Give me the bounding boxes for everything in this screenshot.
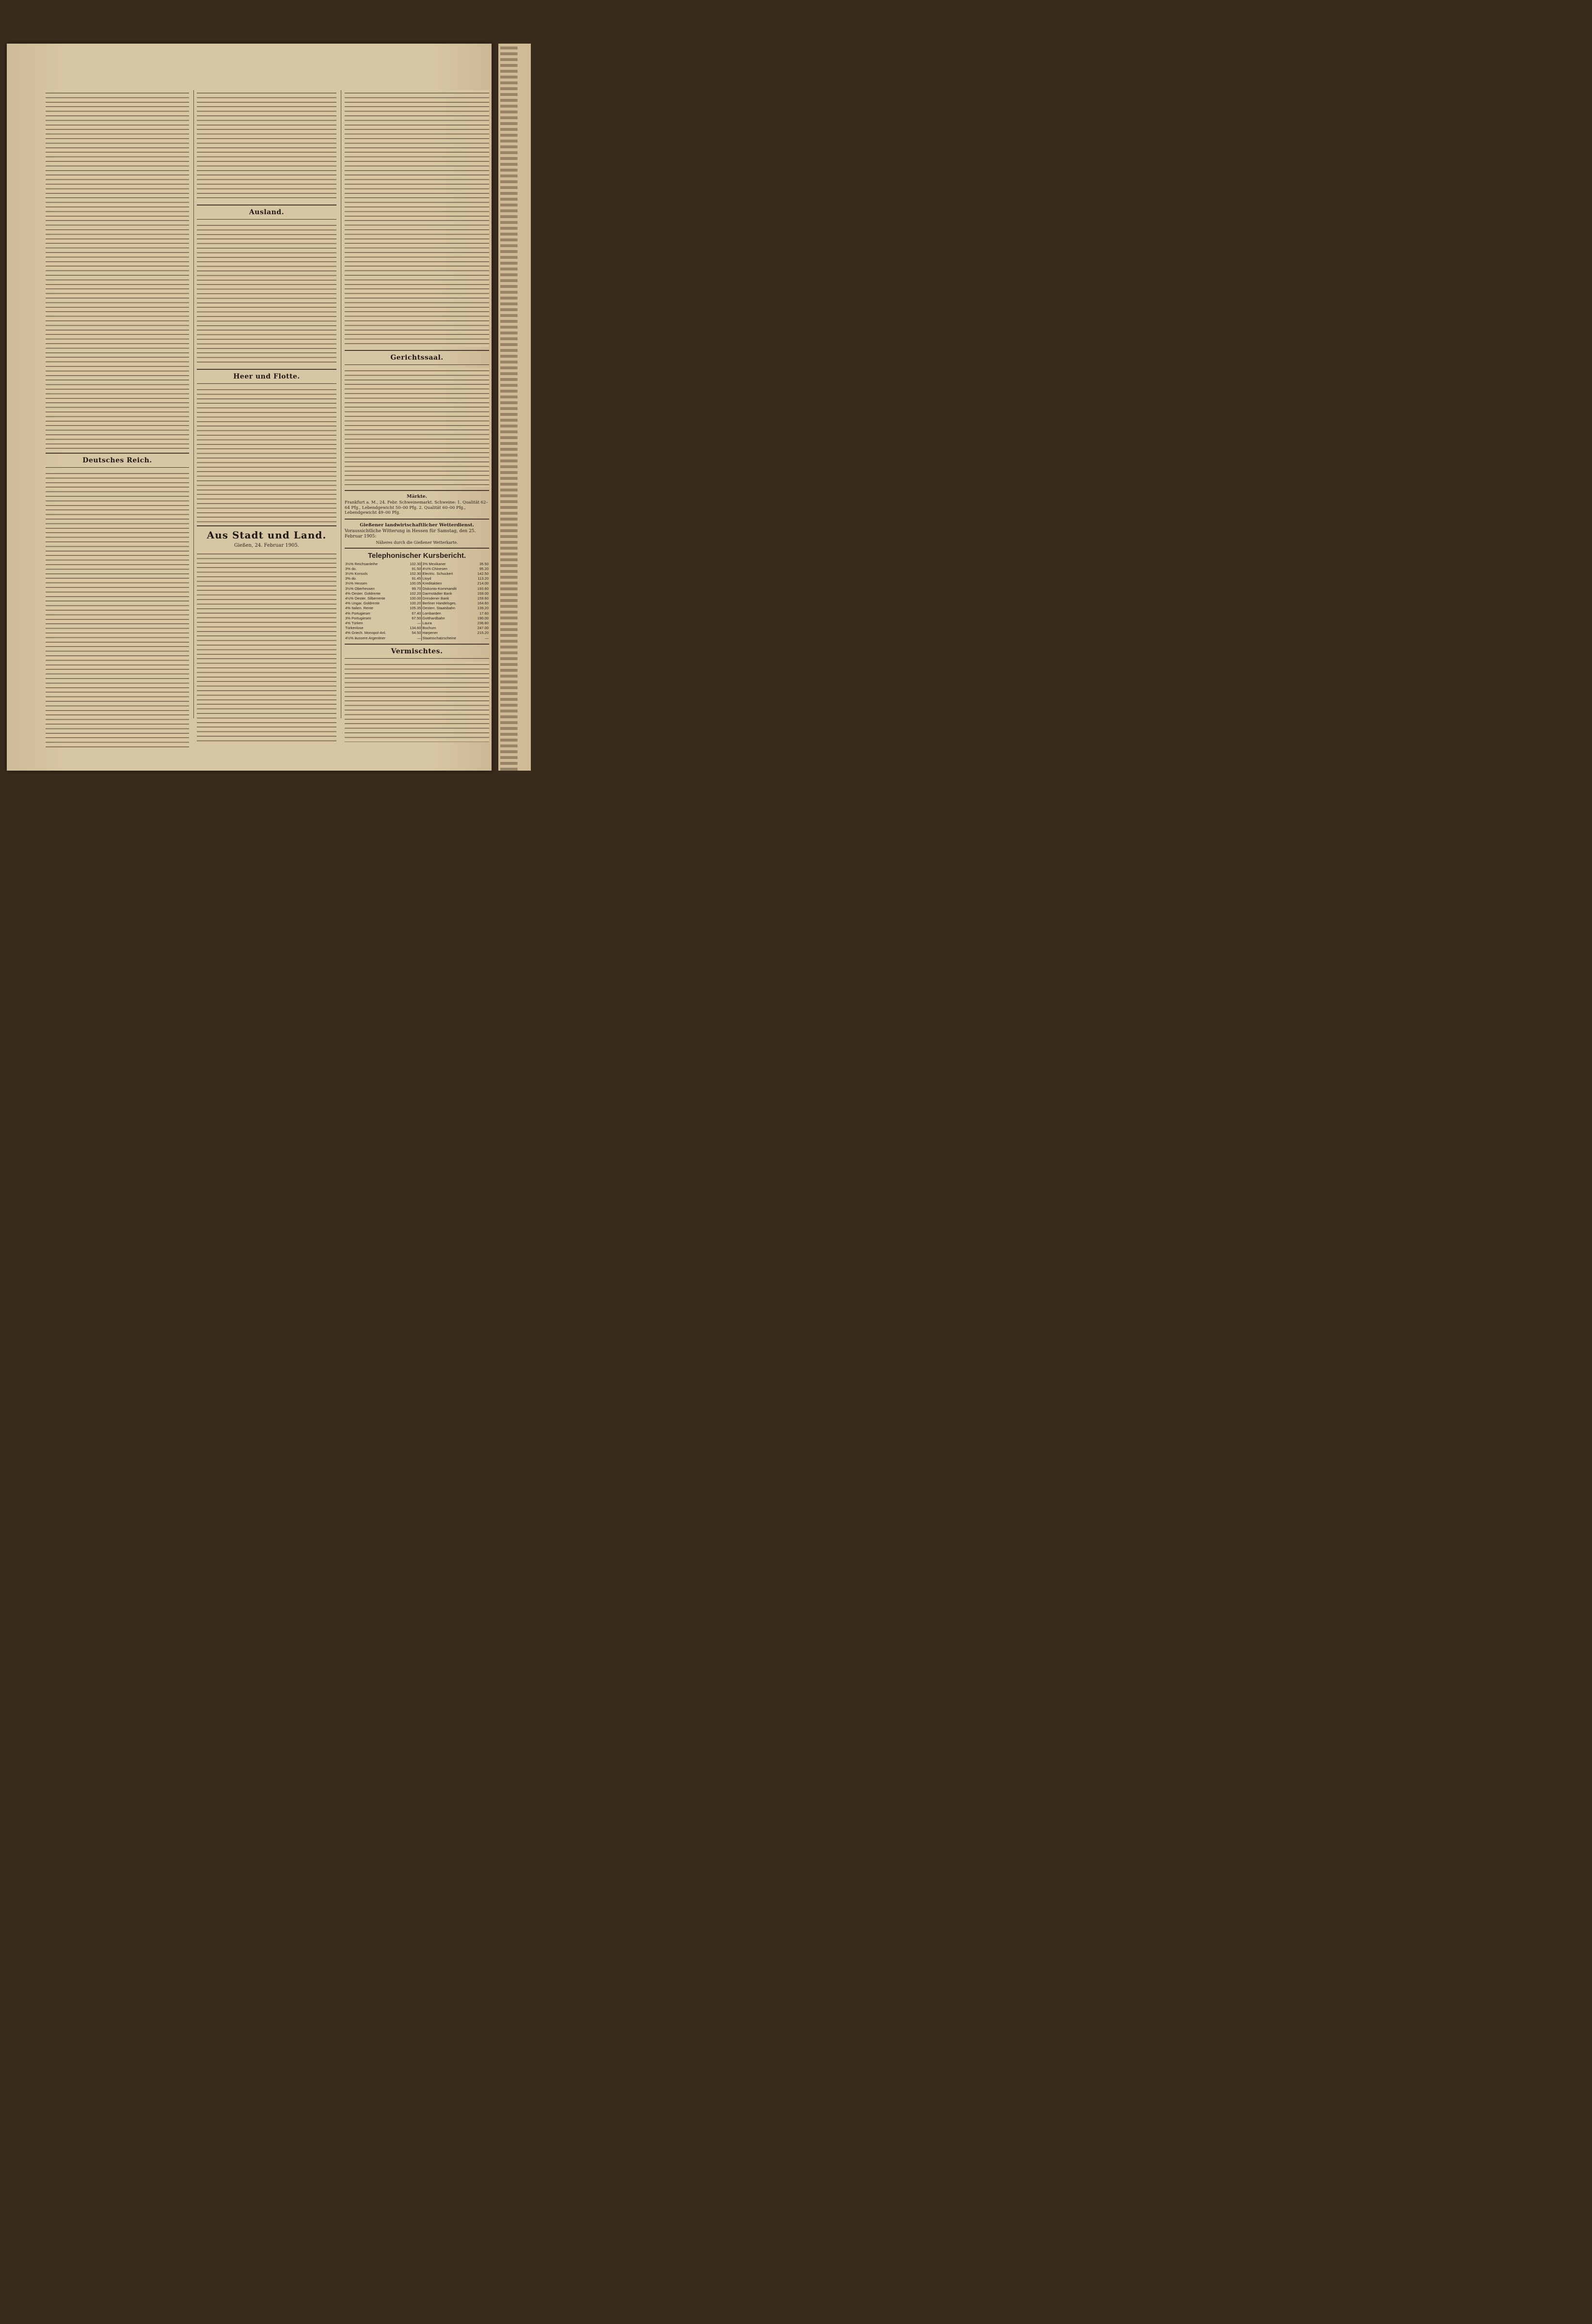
adjacent-text-line xyxy=(500,70,529,73)
kurs-row xyxy=(345,596,489,601)
kurs-name: 4½% äussere Argentiner xyxy=(345,635,386,640)
adjacent-text-line xyxy=(500,151,529,154)
kurs-name: 3½% Hessen xyxy=(345,581,367,586)
kurs-name: 4% Italien. Rente xyxy=(345,606,373,611)
adjacent-text-line xyxy=(500,366,529,369)
kurs-name: Berliner Handelsges. xyxy=(422,601,457,606)
kurs-value: 142.50 xyxy=(477,571,489,576)
section-rule xyxy=(345,364,489,365)
kurs-row xyxy=(345,631,489,635)
kurs-value: 139.20 xyxy=(477,606,489,611)
adjacent-text-line xyxy=(500,320,529,323)
adjacent-text-line xyxy=(500,268,529,270)
section-title-gericht: Gerichtssaal. xyxy=(390,354,444,362)
adjacent-text-line xyxy=(500,459,529,462)
kurs-value: 190.00 xyxy=(477,616,489,620)
adjacent-text-line xyxy=(500,273,529,276)
kurs-value: 67.50 xyxy=(404,616,421,621)
adjacent-text-line xyxy=(500,279,529,282)
adjacent-text-line xyxy=(500,407,529,410)
kurs-name: 4% Griech. Monopol-Anl. xyxy=(345,631,386,635)
adjacent-text-line xyxy=(500,471,529,474)
adjacent-text-line xyxy=(500,395,529,398)
adjacent-page-edge xyxy=(498,44,531,771)
adjacent-text-line xyxy=(500,425,529,427)
kurs-name: Gotthardbahn xyxy=(422,616,445,620)
adjacent-text-line xyxy=(500,686,529,689)
kurs-name: 3½% Oberhessen xyxy=(345,586,375,591)
adjacent-text-line xyxy=(500,419,529,422)
adjacent-text-line xyxy=(500,663,529,666)
kurs-value: 102.30 xyxy=(404,562,421,567)
kurs-name: 3% do. xyxy=(345,566,357,571)
body-text-block xyxy=(345,662,489,742)
adjacent-text-line xyxy=(500,221,529,224)
body-text-block xyxy=(46,471,189,748)
column-rule xyxy=(193,90,194,718)
adjacent-text-line xyxy=(500,262,529,265)
adjacent-text-line xyxy=(500,163,529,166)
adjacent-text-line xyxy=(500,506,529,509)
adjacent-text-line xyxy=(500,483,529,486)
adjacent-text-line xyxy=(500,523,529,526)
adjacent-text-line xyxy=(500,169,529,172)
section-rule xyxy=(197,205,336,206)
section-rule xyxy=(197,383,336,384)
weather-title: Gießener landwirtschaftlicher Wetterdienst. xyxy=(360,522,474,528)
kurs-name: 3% do. xyxy=(345,576,357,581)
kurs-row xyxy=(345,606,489,611)
adjacent-text-line xyxy=(500,145,529,148)
adjacent-text-line xyxy=(500,215,529,218)
adjacent-text-line xyxy=(500,698,529,701)
kurs-table xyxy=(345,562,489,641)
kurs-name: Bochum xyxy=(422,626,436,631)
adjacent-text-line xyxy=(500,494,529,497)
kurs-value: 35.50 xyxy=(479,561,489,566)
section-rule xyxy=(197,219,336,220)
kurs-title: Telephonischer Kursbericht. xyxy=(367,551,466,560)
adjacent-text-line xyxy=(500,768,529,771)
kurs-value: 100.20 xyxy=(404,601,421,606)
adjacent-text-line xyxy=(500,710,529,712)
kurs-value: 100.05 xyxy=(404,581,421,586)
body-text-block xyxy=(197,222,336,366)
weather-note: Näheres durch die Gießener Wetterkarte. xyxy=(376,540,458,545)
adjacent-text-line xyxy=(500,593,529,596)
adjacent-text-line xyxy=(500,640,529,643)
kurs-value: 105.35 xyxy=(404,606,421,611)
kurs-value: 193.60 xyxy=(477,586,489,591)
adjacent-text-line xyxy=(500,750,529,753)
body-text-block xyxy=(197,90,336,202)
body-text-block xyxy=(345,90,489,347)
section-rule xyxy=(345,658,489,659)
body-text-block xyxy=(345,368,489,487)
adjacent-text-line xyxy=(500,64,529,67)
adjacent-text-line xyxy=(500,297,529,300)
adjacent-text-line xyxy=(500,122,529,125)
body-text-block xyxy=(46,90,189,450)
kurs-value: 67.40 xyxy=(404,611,421,616)
kurs-row xyxy=(345,611,489,616)
adjacent-text-line xyxy=(500,564,529,567)
kurs-value: 102.30 xyxy=(404,571,421,576)
section-rule xyxy=(345,490,489,491)
adjacent-text-line xyxy=(500,529,529,532)
section-title-reich: Deutsches Reich. xyxy=(82,457,152,464)
kurs-value: 99.70 xyxy=(404,586,421,591)
adjacent-text-line xyxy=(500,634,529,637)
adjacent-text-line xyxy=(500,81,529,84)
kurs-value: 91.45 xyxy=(404,576,421,581)
kurs-value: — xyxy=(404,636,421,641)
kurs-name: Lombarden xyxy=(422,611,441,616)
adjacent-text-line xyxy=(500,378,529,381)
kurs-name: Lloyd xyxy=(422,576,431,581)
adjacent-text-line xyxy=(500,628,529,631)
kurs-value: 214.00 xyxy=(477,581,489,586)
kurs-name: 4% Ungar. Goldrente xyxy=(345,601,380,606)
adjacent-text-line xyxy=(500,343,529,346)
adjacent-text-line xyxy=(500,174,529,177)
adjacent-text-line xyxy=(500,105,529,108)
adjacent-text-line xyxy=(500,570,529,573)
kurs-row xyxy=(345,567,489,571)
section-rule xyxy=(197,525,336,526)
kurs-value: 95.20 xyxy=(479,566,489,571)
kurs-name: 3% Mexikaner xyxy=(422,561,446,566)
kurs-row xyxy=(345,621,489,626)
adjacent-text-line xyxy=(500,535,529,538)
section-title-ausland: Ausland. xyxy=(249,208,285,216)
adjacent-text-line xyxy=(500,128,529,131)
adjacent-text-line xyxy=(500,448,529,451)
column-2 xyxy=(197,90,336,744)
adjacent-text-line xyxy=(500,704,529,707)
kurs-value: 215.20 xyxy=(477,631,489,635)
kurs-value: 159.00 xyxy=(477,591,489,596)
adjacent-text-line xyxy=(500,332,529,334)
section-rule xyxy=(345,519,489,520)
adjacent-text-line xyxy=(500,52,529,55)
adjacent-text-line xyxy=(500,238,529,241)
kurs-value: 102.20 xyxy=(404,591,421,596)
adjacent-text-line xyxy=(500,617,529,619)
adjacent-text-line xyxy=(500,605,529,608)
dateline: Gießen, 24. Februar 1905. xyxy=(234,543,300,548)
adjacent-text-line xyxy=(500,553,529,555)
adjacent-text-line xyxy=(500,302,529,305)
adjacent-text-line xyxy=(500,76,529,79)
market-report: Frankfurt a. M., 24. Febr. Schweinemarkt. Schweine: 1. Qualität 62–64 Pfg., Lebendgewicht 50–00 Pfg. 2. Qualität 60–00 Pfg., Lebendgewicht 49–00 Pfg. xyxy=(345,500,488,515)
kurs-row xyxy=(345,626,489,631)
kurs-value: 236.60 xyxy=(477,620,489,625)
adjacent-text-line xyxy=(500,111,529,113)
kurs-name: Türkenlose xyxy=(345,626,364,631)
adjacent-text-line xyxy=(500,157,529,160)
kurs-row xyxy=(345,576,489,581)
adjacent-text-line xyxy=(500,250,529,253)
adjacent-text-line xyxy=(500,477,529,480)
adjacent-text-line xyxy=(500,198,529,201)
kurs-value: 159.60 xyxy=(477,596,489,601)
adjacent-text-line xyxy=(500,227,529,230)
adjacent-text-line xyxy=(500,308,529,311)
adjacent-text-line xyxy=(500,692,529,695)
adjacent-text-line xyxy=(500,756,529,759)
kurs-name: Dresdener Bank xyxy=(422,596,449,601)
adjacent-text-line xyxy=(500,721,529,724)
section-title-stadt: Aus Stadt und Land. xyxy=(207,529,327,541)
kurs-name: Harpener xyxy=(422,631,438,635)
adjacent-text-line xyxy=(500,349,529,352)
adjacent-text-line xyxy=(500,651,529,654)
adjacent-text-line xyxy=(500,256,529,259)
adjacent-text-line xyxy=(500,733,529,736)
adjacent-text-line xyxy=(500,204,529,206)
body-text-block xyxy=(197,387,336,522)
adjacent-text-line xyxy=(500,518,529,521)
adjacent-text-line xyxy=(500,244,529,247)
adjacent-text-line xyxy=(500,454,529,457)
section-rule xyxy=(345,644,489,645)
adjacent-text-line xyxy=(500,744,529,747)
adjacent-text-line xyxy=(500,547,529,550)
adjacent-text-line xyxy=(500,140,529,142)
adjacent-text-line xyxy=(500,209,529,212)
kurs-name: 4½% Chinesen xyxy=(422,566,447,571)
adjacent-text-line xyxy=(500,599,529,602)
adjacent-text-line xyxy=(500,47,529,49)
adjacent-text-line xyxy=(500,291,529,294)
adjacent-text-line xyxy=(500,622,529,625)
body-text-block xyxy=(197,551,336,744)
section-title-heer: Heer und Flotte. xyxy=(233,373,300,380)
kurs-value: — xyxy=(485,635,489,640)
adjacent-text-line xyxy=(500,87,529,90)
kurs-row xyxy=(345,591,489,596)
kurs-value: 164.60 xyxy=(477,601,489,606)
kurs-name: 4% Portugieser xyxy=(345,611,370,616)
adjacent-text-line xyxy=(500,541,529,544)
adjacent-text-line xyxy=(500,384,529,387)
section-rule xyxy=(345,548,489,549)
newspaper-page xyxy=(7,44,492,771)
weather-subtitle: Voraussichtliche Witterung in Hessen für Samstag, den 25. Februar 1905: xyxy=(345,528,476,539)
adjacent-text-line xyxy=(500,361,529,364)
adjacent-text-line xyxy=(500,739,529,742)
kurs-value: 134.60 xyxy=(404,626,421,631)
kurs-row xyxy=(345,586,489,591)
adjacent-text-line xyxy=(500,401,529,404)
adjacent-text-line xyxy=(500,489,529,491)
section-rule xyxy=(46,453,189,454)
kurs-name: 3% Portugiesen xyxy=(345,616,371,620)
kurs-name: 4½% Oester. Silberrente xyxy=(345,596,385,601)
adjacent-text-line xyxy=(500,58,529,61)
column-1 xyxy=(46,90,189,748)
adjacent-text-line xyxy=(500,500,529,503)
adjacent-text-line xyxy=(500,576,529,579)
adjacent-text-line xyxy=(500,413,529,416)
section-rule xyxy=(197,369,336,370)
adjacent-text-line xyxy=(500,430,529,433)
column-3 xyxy=(345,90,489,742)
kurs-name: Oesterr. Staatsbahn xyxy=(422,606,455,611)
kurs-name: Staatsschatzscheine xyxy=(422,635,456,640)
adjacent-text-line xyxy=(500,372,529,375)
adjacent-text-line xyxy=(500,192,529,195)
adjacent-text-line xyxy=(500,116,529,119)
adjacent-text-line xyxy=(500,314,529,317)
kurs-value: 100.00 xyxy=(404,596,421,601)
kurs-name: Diskonto-Kommandit xyxy=(422,586,457,591)
adjacent-text-line xyxy=(500,442,529,445)
kurs-name: 3½% Reichsanleihe xyxy=(345,561,378,566)
kurs-row xyxy=(345,562,489,567)
adjacent-text-line xyxy=(500,715,529,718)
adjacent-text-line xyxy=(500,669,529,672)
kurs-name: 4% Türken xyxy=(345,620,363,625)
adjacent-text-line xyxy=(500,762,529,765)
adjacent-text-line xyxy=(500,587,529,590)
section-rule xyxy=(46,467,189,468)
adjacent-text-line xyxy=(500,93,529,96)
adjacent-text-line xyxy=(500,727,529,730)
kurs-value: 54.50 xyxy=(404,631,421,635)
adjacent-text-line xyxy=(500,186,529,189)
adjacent-text-line xyxy=(500,233,529,236)
section-title-vermischtes: Vermischtes. xyxy=(391,647,443,655)
adjacent-text-line xyxy=(500,180,529,183)
adjacent-text-line xyxy=(500,465,529,468)
kurs-row xyxy=(345,581,489,586)
kurs-row xyxy=(345,616,489,621)
kurs-value: 113.20 xyxy=(478,576,489,581)
kurs-value: — xyxy=(404,621,421,626)
kurs-row xyxy=(345,636,489,641)
adjacent-text-line xyxy=(500,611,529,614)
adjacent-text-line xyxy=(500,436,529,439)
kurs-value: 91.50 xyxy=(404,567,421,571)
adjacent-text-line xyxy=(500,657,529,660)
adjacent-text-line xyxy=(500,390,529,393)
adjacent-text-line xyxy=(500,99,529,102)
adjacent-text-line xyxy=(500,646,529,648)
kurs-row xyxy=(345,601,489,606)
adjacent-text-line xyxy=(500,675,529,678)
kurs-value: 17.60 xyxy=(479,611,489,616)
adjacent-text-line xyxy=(500,680,529,683)
kurs-name: Kreditaktien xyxy=(422,581,442,586)
kurs-name: Laura xyxy=(422,620,432,625)
kurs-name: Darmstädter Bank xyxy=(422,591,452,596)
adjacent-text-line xyxy=(500,512,529,515)
adjacent-text-line xyxy=(500,134,529,137)
kurs-name: Electric. Schuckert xyxy=(422,571,453,576)
adjacent-text-line xyxy=(500,558,529,561)
adjacent-text-line xyxy=(500,355,529,358)
kurs-row xyxy=(345,571,489,576)
section-title-maerkte: Märkte. xyxy=(407,494,427,499)
adjacent-text-line xyxy=(500,582,529,585)
kurs-value: 247.00 xyxy=(477,626,489,631)
kurs-name: 4% Oester. Goldrente xyxy=(345,591,381,596)
adjacent-text-line xyxy=(500,326,529,329)
kurs-name: 3½% Konsols xyxy=(345,571,368,576)
adjacent-text-line xyxy=(500,337,529,340)
adjacent-text-line xyxy=(500,285,529,288)
section-rule xyxy=(345,350,489,351)
